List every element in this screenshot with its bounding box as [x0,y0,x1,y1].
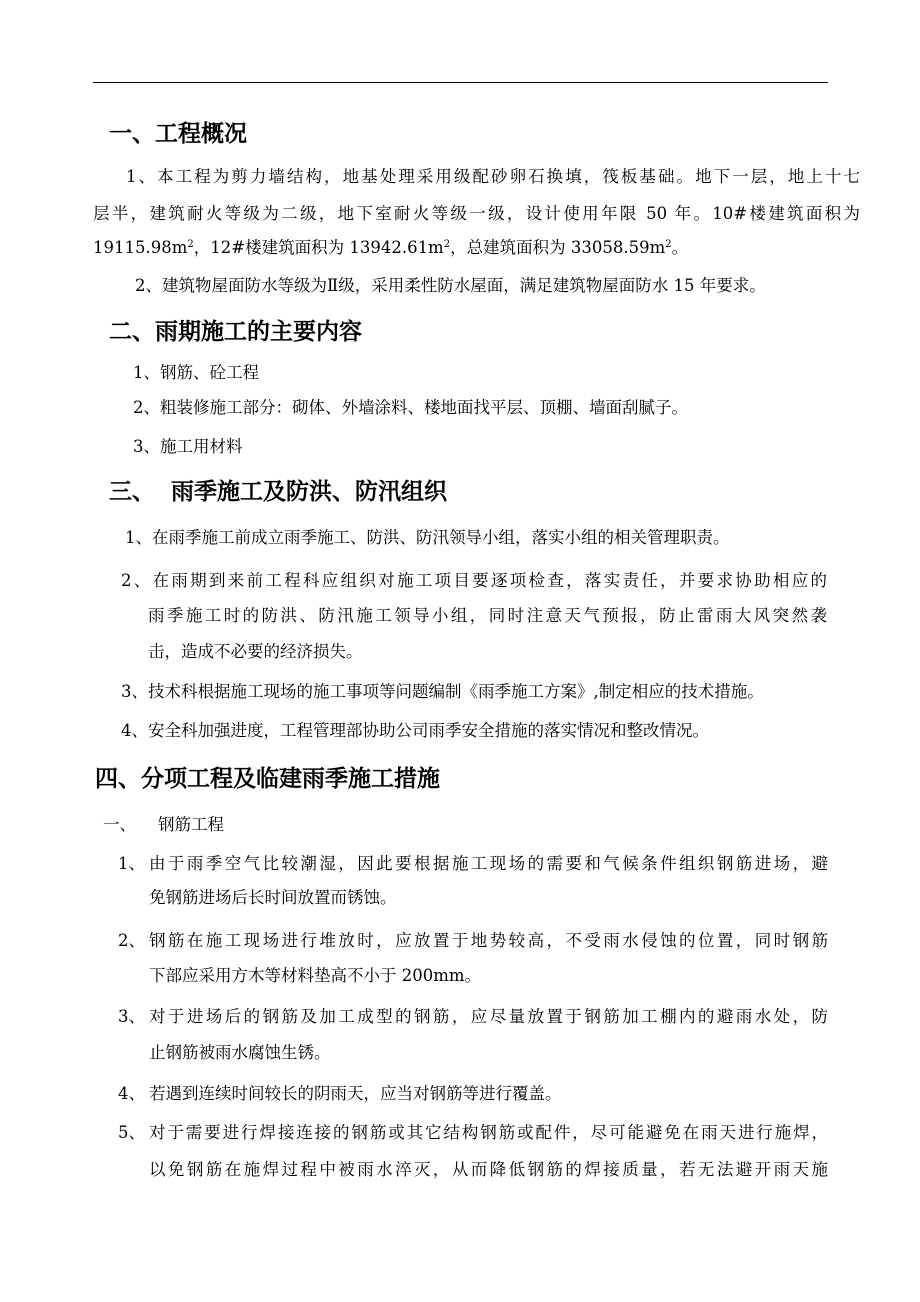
s3-item-3: 3、技术科根据施工现场的施工事项等问题编制《雨季施工方案》,制定相应的技术措施。 [121,682,764,701]
s4-subheading: 一、 钢筋工程 [103,815,224,834]
s4-item-5-line1: 对于需要进行焊接连接的钢筋或其它结构钢筋或配件，尽可能避免在雨天进行施焊， [149,1123,828,1142]
s4-item-5-line2: 以免钢筋在施焊过程中被雨水淬灭，从而降低钢筋的焊接质量，若无法避开雨天施 [149,1160,828,1179]
s4-item-2-line1: 钢筋在施工现场进行堆放时，应放置于地势较高，不受雨水侵蚀的位置，同时钢筋 [149,931,828,950]
s1-p1-line2: 层半，建筑耐火等级为二级，地下室耐火等级一级，设计使用年限 50 年。10#楼建筑面积为 [93,204,860,223]
s2-item-3: 3、施工用材料 [133,437,243,456]
s1-p2: 2、建筑物屋面防水等级为Ⅱ级，采用柔性防水屋面，满足建筑物屋面防水 15 年要求。 [135,276,766,295]
s1-p1-line1: 1、本工程为剪力墙结构，地基处理采用级配砂卵石换填，筏板基础。地下一层，地上十七 [126,167,860,186]
section-3-heading: 三、 雨季施工及防洪、防汛组织 [109,479,447,505]
s2-item-2: 2、粗装修施工部分：砌体、外墙涂料、楼地面找平层、顶棚、墙面刮腻子。 [133,398,688,417]
section-1-heading: 一、工程概况 [109,121,247,147]
s1-p1-line3: $19115.98m^2$，12#楼建筑面积为 $13942.61m^2$，总建筑面积为 $33058.59m^2$。 [93,238,689,257]
s3-item-4: 4、安全科加强进度，工程管理部协助公司雨季安全措施的落实情况和整改情况。 [121,721,709,740]
s4-item-4-num: 4、 [118,1084,145,1103]
header-rule [93,82,828,83]
s4-item-1-line1: 由于雨季空气比较潮湿，因此要根据施工现场的需要和气候条件组织钢筋进场，避 [149,854,828,873]
s3-item-1: 1、在雨季施工前成立雨季施工、防洪、防汛领导小组，落实小组的相关管理职责。 [125,528,730,547]
s4-item-2-line2: 下部应采用方木等材料垫高不小于 200mm。 [149,966,482,985]
s3-item-2-line2: 雨季施工时的防洪、防汛施工领导小组，同时注意天气预报，防止雷雨大风突然袭 [148,606,827,625]
s4-item-2-num: 2、 [118,931,145,950]
s4-item-3-num: 3、 [118,1007,145,1026]
s4-item-3-line2: 止钢筋被雨水腐蚀生锈。 [149,1043,331,1062]
s3-item-2-line3: 击，造成不必要的经济损失。 [148,642,363,661]
s4-item-1-num: 1、 [118,854,145,873]
s4-item-1-line2: 免钢筋进场后长时间放置而锈蚀。 [149,888,397,907]
section-4-heading: 四、分项工程及临建雨季施工措施 [95,766,440,792]
s4-item-4-line1: 若遇到连续时间较长的阴雨天，应当对钢筋等进行覆盖。 [149,1084,562,1103]
s4-item-3-line1: 对于进场后的钢筋及加工成型的钢筋，应尽量放置于钢筋加工棚内的避雨水处，防 [149,1007,828,1026]
s3-item-2-line1: 2、在雨期到来前工程科应组织对施工项目要逐项检查，落实责任，并要求协助相应的 [121,571,827,590]
s4-item-5-num: 5、 [118,1123,145,1142]
s2-item-1: 1、钢筋、砼工程 [133,363,259,382]
section-2-heading: 二、雨期施工的主要内容 [109,319,362,345]
